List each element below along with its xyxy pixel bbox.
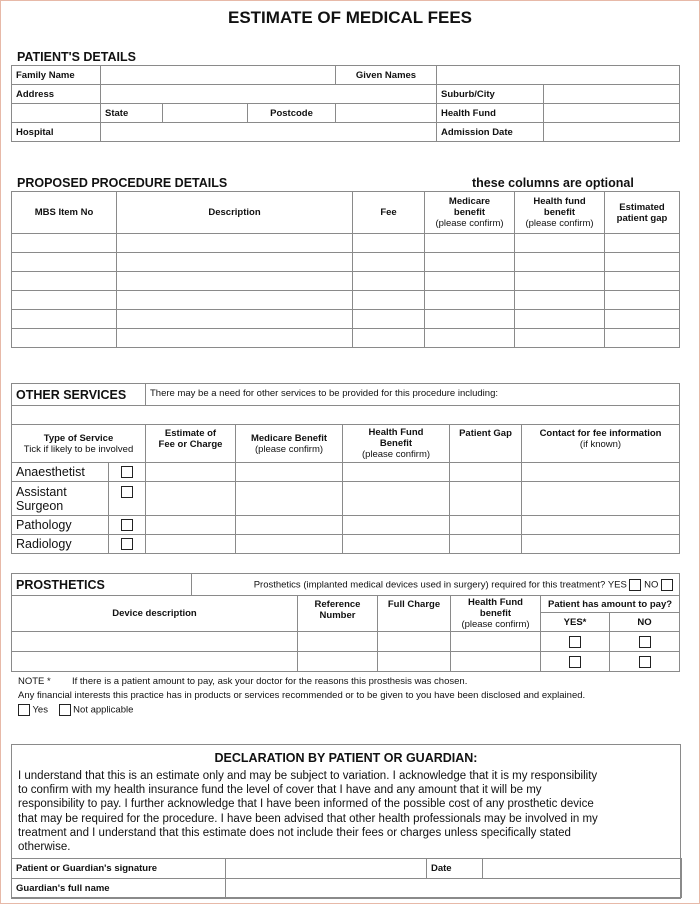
amount-no-checkbox[interactable] <box>639 656 651 668</box>
financial-yes-label: Yes <box>32 704 48 716</box>
form-title: ESTIMATE OF MEDICAL FEES <box>228 8 472 27</box>
estimated-gap-header: Estimated patient gap <box>605 192 680 234</box>
health-fund-field[interactable] <box>544 104 680 123</box>
declaration-heading: DECLARATION BY PATIENT OR GUARDIAN: <box>214 751 478 765</box>
state-field[interactable] <box>163 104 248 123</box>
anaesthetist-checkbox[interactable] <box>121 466 133 478</box>
table-row <box>12 652 680 672</box>
financial-interests-text: Any financial interests this practice has in products or services recommended or to be given to you have been disclosed and explained. <box>18 690 586 701</box>
note-text: If there is a patient amount to pay, ask your doctor for the reasons this prosthesis was chosen. <box>72 676 468 687</box>
other-services-heading: OTHER SERVICES <box>12 384 146 406</box>
table-row <box>12 272 680 291</box>
note-label: NOTE * <box>18 676 51 687</box>
assistant-surgeon-checkbox[interactable] <box>121 486 133 498</box>
patient-details-table <box>11 65 680 142</box>
postcode-label: Postcode <box>248 104 336 123</box>
optional-columns-note: these columns are optional <box>472 176 634 190</box>
date-field[interactable] <box>483 859 682 879</box>
health-fund-benefit-header: Health fund benefit (please confirm) <box>515 192 605 234</box>
amount-yes-checkbox[interactable] <box>569 656 581 668</box>
service-label: Anaesthetist <box>12 463 109 482</box>
patient-gap-header: Patient Gap <box>450 425 522 463</box>
financial-yes-checkbox[interactable] <box>18 704 30 716</box>
guardian-name-label: Guardian's full name <box>12 879 226 898</box>
prosthetics-question: Prosthetics (implanted medical devices used in surgery) required for this treatment? YES NO <box>192 574 680 596</box>
mbs-item-header: MBS Item No <box>12 192 117 234</box>
amount-no-header: NO <box>610 613 680 632</box>
service-label: Pathology <box>12 516 109 535</box>
reference-number-header: Reference Number <box>298 596 378 632</box>
service-row-anaesthetist <box>12 463 680 482</box>
health-fund-benefit-header: Health Fund Benefit (please confirm) <box>343 425 450 463</box>
state-label: State <box>101 104 163 123</box>
signature-label: Patient or Guardian's signature <box>12 859 226 879</box>
admission-date-label: Admission Date <box>437 123 544 142</box>
other-services-blank-row[interactable] <box>12 406 680 425</box>
description-header: Description <box>117 192 353 234</box>
service-label: Assistant Surgeon <box>12 482 109 516</box>
declaration-text: I understand that this is an estimate only and may be subject to variation. I acknowledge that it is my responsibility to confirm with my health insurance fund the level of cover that I have and any amount that it will be my responsibility to pay. I further acknowledge that I have been informed of the possible cost of any prosthetic device that may be required for the procedure. I have been advised that other health professionals may be involved in my treatment and I understand that this estimate does not include their fees or charges unless specifically stated otherwise. <box>18 770 598 854</box>
table-row <box>12 253 680 272</box>
device-description-header: Device description <box>12 596 298 632</box>
estimate-fee-header: Estimate of Fee or Charge <box>146 425 236 463</box>
signature-table <box>11 858 682 898</box>
other-services-intro: There may be a need for other services to be provided for this procedure including: <box>146 384 680 406</box>
financial-na-checkbox[interactable] <box>59 704 71 716</box>
financial-options <box>18 704 133 716</box>
address-label: Address <box>12 85 101 104</box>
table-row <box>12 310 680 329</box>
fee-header: Fee <box>353 192 425 234</box>
other-services-table <box>11 383 680 554</box>
service-row-assistant-surgeon <box>12 482 680 516</box>
financial-na-label: Not applicable <box>73 704 134 716</box>
prosthetics-heading: PROSTHETICS <box>12 574 192 596</box>
given-names-label: Given Names <box>336 66 437 85</box>
signature-field[interactable] <box>226 859 427 879</box>
hospital-label: Hospital <box>12 123 101 142</box>
radiology-checkbox[interactable] <box>121 538 133 550</box>
health-fund-label: Health Fund <box>437 104 544 123</box>
date-label: Date <box>427 859 483 879</box>
family-name-field[interactable] <box>101 66 336 85</box>
table-row <box>12 291 680 310</box>
type-of-service-header: Type of Service Tick if likely to be involved <box>12 425 146 463</box>
table-row <box>12 329 680 348</box>
medicare-benefit-header: Medicare Benefit (please confirm) <box>236 425 343 463</box>
suburb-city-field[interactable] <box>544 85 680 104</box>
guardian-name-field[interactable] <box>226 879 682 898</box>
procedure-table <box>11 191 680 348</box>
postcode-field[interactable] <box>336 104 437 123</box>
prosthetics-table <box>11 573 680 672</box>
health-fund-benefit-header: Health Fund benefit (please confirm) <box>451 596 541 632</box>
amount-no-checkbox[interactable] <box>639 636 651 648</box>
service-label: Radiology <box>12 535 109 554</box>
prosthetics-yes-label: YES <box>607 579 627 591</box>
address-field-2[interactable] <box>12 104 101 123</box>
service-row-pathology <box>12 516 680 535</box>
service-row-radiology <box>12 535 680 554</box>
prosthetics-yes-checkbox[interactable] <box>629 579 641 591</box>
admission-date-field[interactable] <box>544 123 680 142</box>
patient-amount-header: Patient has amount to pay? <box>541 596 680 613</box>
table-row <box>12 632 680 652</box>
family-name-label: Family Name <box>12 66 101 85</box>
prosthetics-no-label: NO <box>644 579 659 591</box>
amount-yes-header: YES* <box>541 613 610 632</box>
suburb-city-label: Suburb/City <box>437 85 544 104</box>
hospital-field[interactable] <box>101 123 437 142</box>
pathology-checkbox[interactable] <box>121 519 133 531</box>
address-field[interactable] <box>101 85 437 104</box>
amount-yes-checkbox[interactable] <box>569 636 581 648</box>
table-row <box>12 234 680 253</box>
full-charge-header: Full Charge <box>378 596 451 632</box>
contact-fee-header: Contact for fee information (if known) <box>522 425 680 463</box>
given-names-field[interactable] <box>437 66 680 85</box>
medicare-benefit-header: Medicare benefit (please confirm) <box>425 192 515 234</box>
procedure-heading: PROPOSED PROCEDURE DETAILS <box>17 176 228 190</box>
prosthetics-no-checkbox[interactable] <box>661 579 673 591</box>
patient-details-heading: PATIENT'S DETAILS <box>17 50 136 64</box>
